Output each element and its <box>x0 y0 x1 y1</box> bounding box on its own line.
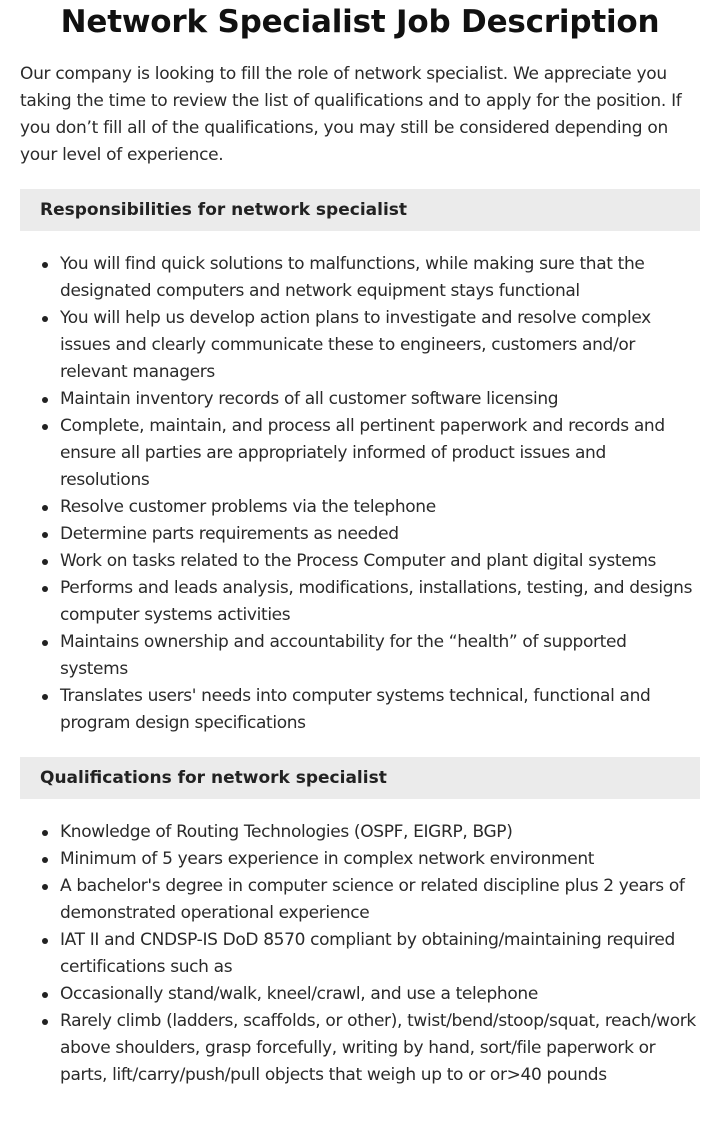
page-title: Network Specialist Job Description <box>60 4 660 40</box>
responsibility-item: Resolve customer problems via the telephone <box>60 494 700 521</box>
qualification-item: Occasionally stand/walk, kneel/crawl, and use a telephone <box>60 981 700 1008</box>
intro-paragraph: Our company is looking to fill the role of network specialist. We appreciate you taking the time to review the list of qualifications and to apply for the position. If you don’t fill all of the qualifications, you may still be considered depending on your level of experience. <box>20 64 682 165</box>
responsibility-item: Complete, maintain, and process all pertinent paperwork and records and ensure all parties are appropriately informed of product issues and resolutions <box>60 413 700 494</box>
responsibility-item: Translates users' needs into computer systems technical, functional and program design specifications <box>60 683 700 737</box>
responsibility-item: Performs and leads analysis, modifications, installations, testing, and designs computer systems activities <box>60 575 700 629</box>
responsibility-item: You will help us develop action plans to investigate and resolve complex issues and clearly communicate these to engineers, customers and/or relevant managers <box>60 305 700 386</box>
qualification-item: Rarely climb (ladders, scaffolds, or other), twist/bend/stoop/squat, reach/work above shoulders, grasp forcefully, writing by hand, sort/file paperwork or parts, lift/carry/push/pull objects that weigh up to or or>40 pounds <box>60 1008 700 1089</box>
qualification-item: A bachelor's degree in computer science or related discipline plus 2 years of demonstrated operational experience <box>60 873 700 927</box>
qualification-item: IAT II and CNDSP-IS DoD 8570 compliant by obtaining/maintaining required certifications such as <box>60 927 700 981</box>
responsibility-item: Maintains ownership and accountability for the “health” of supported systems <box>60 629 700 683</box>
responsibility-item: You will find quick solutions to malfunctions, while making sure that the designated computers and network equipment stays functional <box>60 251 700 305</box>
responsibility-item: Maintain inventory records of all customer software licensing <box>60 386 700 413</box>
responsibility-item: Work on tasks related to the Process Computer and plant digital systems <box>60 548 700 575</box>
responsibilities-heading: Responsibilities for network specialist <box>20 189 700 231</box>
qualifications-list <box>20 819 700 1089</box>
responsibility-item: Determine parts requirements as needed <box>60 521 700 548</box>
qualification-item: Knowledge of Routing Technologies (OSPF, EIGRP, BGP) <box>60 819 700 846</box>
qualifications-heading: Qualifications for network specialist <box>20 757 700 799</box>
qualification-item: Minimum of 5 years experience in complex network environment <box>60 846 700 873</box>
responsibilities-list <box>20 251 700 737</box>
